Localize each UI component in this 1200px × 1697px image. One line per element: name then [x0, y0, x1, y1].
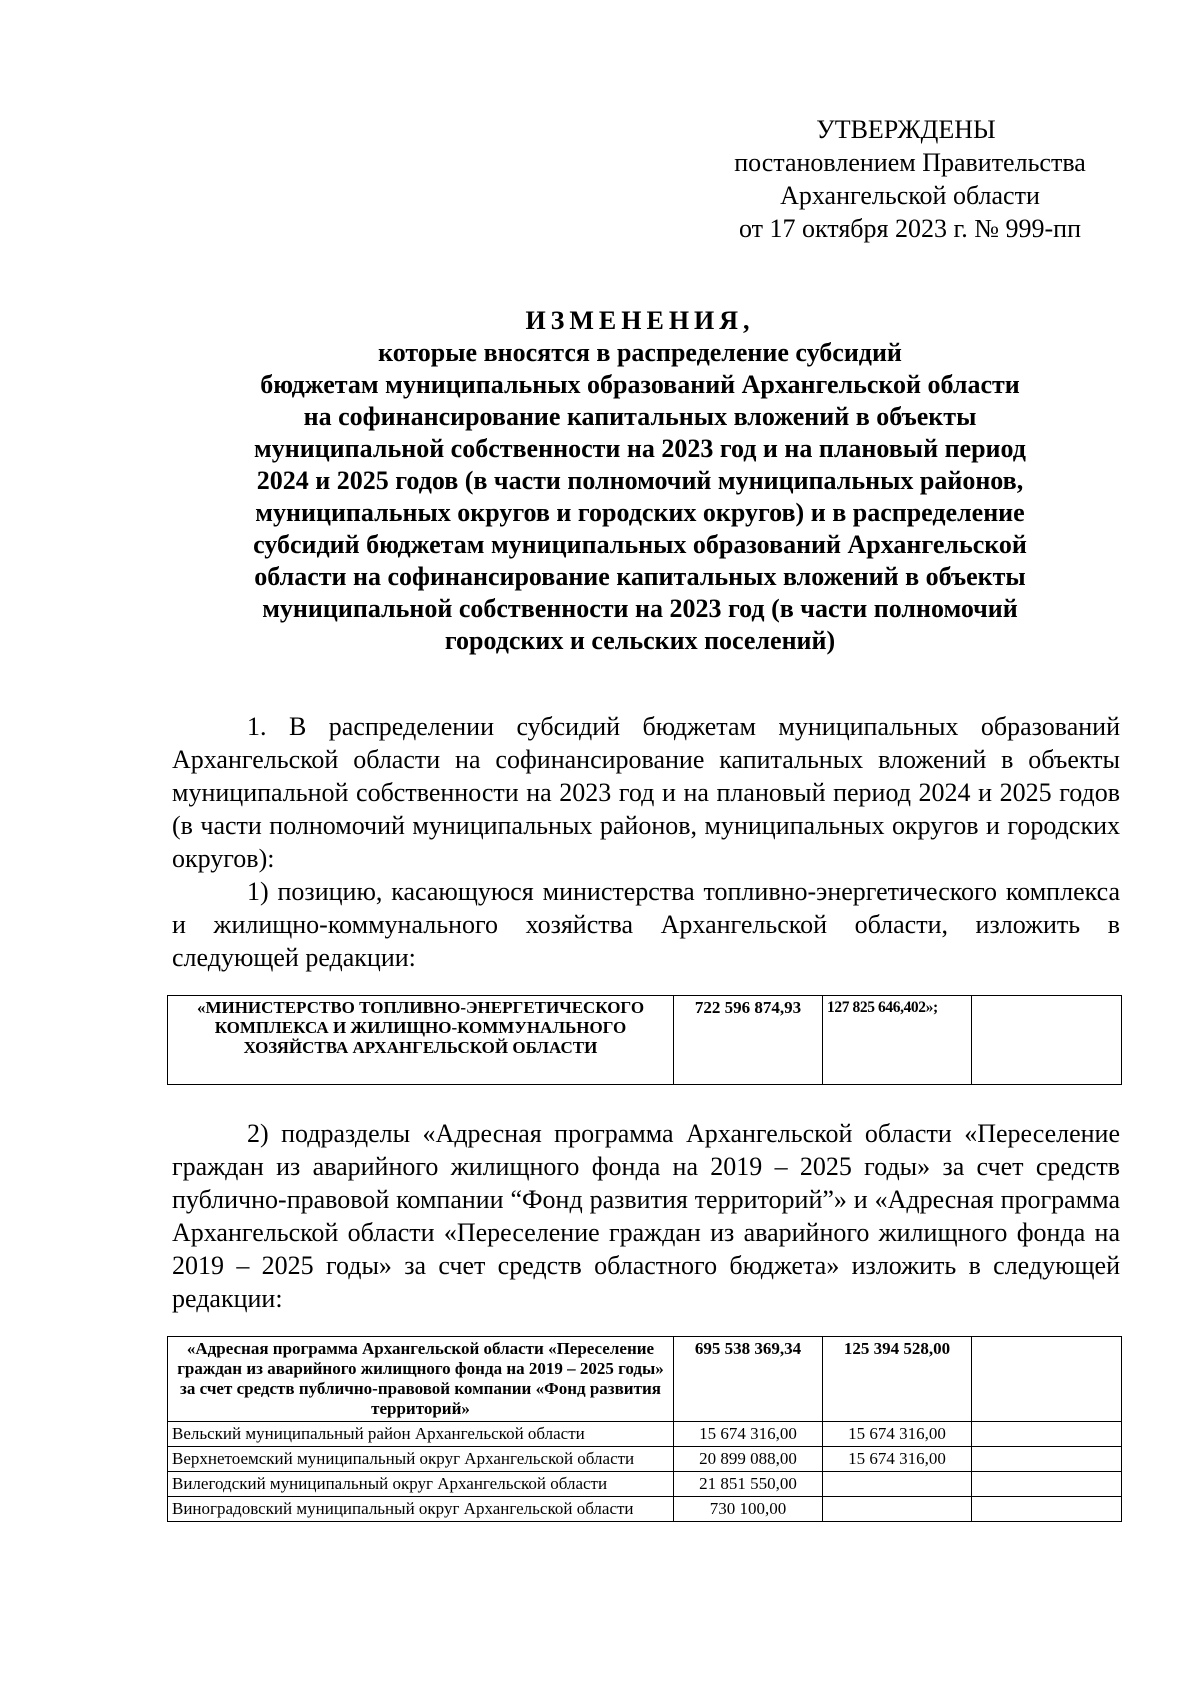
table-cell-value: 15 674 316,00 — [823, 1422, 972, 1447]
table-cell-value: 722 596 874,93 — [674, 996, 823, 1085]
table-row — [168, 996, 1122, 1085]
table-cell-name: «МИНИСТЕРСТВО ТОПЛИВНО-ЭНЕРГЕТИЧЕСКОГО КОМПЛЕКСА И ЖИЛИЩНО-КОММУНАЛЬНОГО ХОЗЯЙСТВА АРХАНГЕЛЬСКОЙ ОБЛАСТИ — [168, 996, 674, 1085]
table-cell-value: 15 674 316,00 — [674, 1422, 823, 1447]
table-cell-name: Вельский муниципальный район Архангельской области — [168, 1422, 674, 1447]
table-cell-value: 15 674 316,00 — [823, 1447, 972, 1472]
approval-line-2: Архангельской области — [780, 181, 1040, 210]
title-line: муниципальной собственности на 2023 год и на плановый период — [254, 434, 1026, 463]
title-line: 2024 и 2025 годов (в части полномочий муниципальных районов, — [256, 466, 1024, 495]
table-cell-value — [972, 1422, 1122, 1447]
table-row — [168, 1497, 1122, 1522]
table-cell-name: Верхнетоемский муниципальный округ Архангельской области — [168, 1447, 674, 1472]
table-cell-value: 695 538 369,34 — [674, 1337, 823, 1422]
table-cell-value: 21 851 550,00 — [674, 1472, 823, 1497]
table-cell-value — [972, 1447, 1122, 1472]
table-cell-value — [972, 1337, 1122, 1422]
title-line: на софинансирование капитальных вложений в объекты — [303, 402, 977, 431]
table-row — [168, 1472, 1122, 1497]
table-cell-value — [972, 1497, 1122, 1522]
table-cell-value: 127 825 646,402»; — [823, 996, 972, 1085]
paragraph-3: 2) подразделы «Адресная программа Архангельской области «Переселение граждан из аварийного жилищного фонда на 2019 – 2025 годы» за счет средств публично-правовой компании “Фонд развития территорий”» и «Адресная программа Архангельской области «Переселение граждан из аварийного жилищного фонда на 2019 – 2025 годы» за счет средств областного бюджета» изложить в следующей редакции: — [172, 1119, 1120, 1313]
title-line: муниципальной собственности на 2023 год (в части полномочий — [262, 594, 1018, 623]
title-line: области на софинансирование капитальных вложений в объекты — [254, 562, 1026, 591]
approval-line-3: от 17 октября 2023 г. № 999-пп — [739, 214, 1081, 243]
table-header-row — [168, 1337, 1122, 1422]
table-cell-value: 20 899 088,00 — [674, 1447, 823, 1472]
table-cell-value — [823, 1497, 972, 1522]
table-cell-name: Виноградовский муниципальный округ Архангельской области — [168, 1497, 674, 1522]
table-row — [168, 1447, 1122, 1472]
approval-stamp — [700, 113, 1120, 245]
approval-line-1: постановлением Правительства — [734, 148, 1086, 177]
title-line: которые вносятся в распределение субсидий — [378, 338, 902, 367]
approval-heading: УТВЕРЖДЕНЫ — [816, 115, 996, 144]
title-line: субсидий бюджетам муниципальных образований Архангельской — [253, 530, 1027, 559]
table-cell-value: 125 394 528,00 — [823, 1337, 972, 1422]
table-ministry-position — [167, 995, 1122, 1085]
table-cell-value — [972, 1472, 1122, 1497]
table-row — [168, 1422, 1122, 1447]
title-line: бюджетам муниципальных образований Архангельской области — [260, 370, 1020, 399]
table-resettlement-program — [167, 1336, 1122, 1522]
table-cell-value: 730 100,00 — [674, 1497, 823, 1522]
title-line: муниципальных округов и городских округов) и в распределение — [255, 498, 1025, 527]
title-main: ИЗМЕНЕНИЯ, — [525, 306, 755, 335]
paragraph-1: 1. В распределении субсидий бюджетам муниципальных образований Архангельской области на софинансирование капитальных вложений в объекты муниципальной собственности на 2023 год и на плановый период 2024 и 2025 годов (в части полномочий муниципальных районов, муниципальных округов и городских округов): — [172, 712, 1120, 873]
table-cell-value — [972, 996, 1122, 1085]
title-line: городских и сельских поселений) — [444, 626, 836, 655]
paragraph-2: 1) позицию, касающуюся министерства топливно-энергетического комплекса и жилищно-коммунального хозяйства Архангельской области, изложить в следующей редакции: — [172, 877, 1120, 972]
table-cell-name: «Адресная программа Архангельской области «Переселение граждан из аварийного жилищного фонда на 2019 – 2025 годы» за счет средств публично-правовой компании «Фонд развития территорий» — [168, 1337, 674, 1422]
document-title — [190, 305, 1090, 657]
table-cell-value — [823, 1472, 972, 1497]
table-cell-name: Вилегодский муниципальный округ Архангельской области — [168, 1472, 674, 1497]
